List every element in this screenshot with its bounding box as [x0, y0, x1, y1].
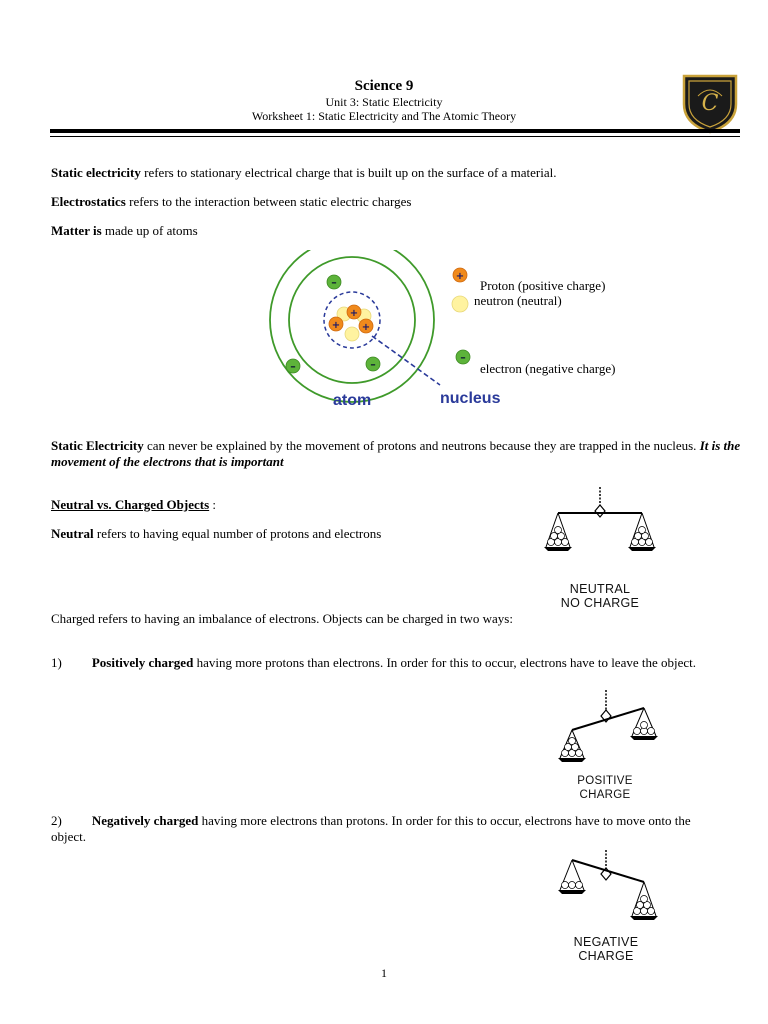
legend-neutron-label: neutron (neutral) — [474, 293, 562, 308]
definition-static-electricity: Static electricity refers to stationary electrical charge that is built up on the surface of a material. — [51, 165, 557, 180]
static-electricity-paragraph: Static Electricity can never be explained by the movement of protons and neutrons because they are trapped in the nucleus. It is the movement of the electrons that is important — [51, 438, 741, 469]
nucleus-label: nucleus — [440, 390, 501, 407]
definition-electrostatics: Electrostatics refers to the interaction between static electric charges — [51, 194, 412, 209]
svg-text:–: – — [460, 351, 466, 364]
worksheet-subtitle: Worksheet 1: Static Electricity and The Atomic Theory — [251, 109, 517, 123]
header-rule-thick — [50, 129, 740, 133]
middle-orbit — [289, 257, 415, 383]
unit-subtitle: Unit 3: Static Electricity — [325, 95, 443, 109]
school-crest-logo — [680, 70, 740, 134]
document-title: Science 9 — [354, 78, 414, 94]
positively-charged-item: 1) Positively charged having more protons than electrons. In order for this to occur, electrons have to leave the object. — [51, 655, 697, 670]
page-number: 1 — [381, 966, 387, 980]
svg-text:+: + — [331, 320, 341, 331]
svg-text:–: – — [290, 360, 296, 373]
svg-text:+: + — [361, 322, 371, 333]
atom-label: atom — [333, 392, 372, 409]
neutral-scale-caption: NEUTRAL NO CHARGE — [560, 582, 640, 610]
negative-scale-illustration — [548, 848, 666, 928]
neutral-scale-illustration — [540, 485, 660, 565]
svg-text:C: C — [701, 91, 719, 116]
section-heading: Neutral vs. Charged Objects : — [51, 497, 217, 512]
legend-electron-label: electron (negative charge) — [480, 361, 616, 376]
positive-scale-illustration — [550, 688, 665, 766]
legend-neutron-symbol — [452, 296, 468, 312]
positive-scale-caption: POSITIVE CHARGE — [577, 775, 633, 801]
header-rule-thin — [50, 136, 740, 137]
neutron-particle — [345, 327, 359, 341]
definition-neutral: Neutral refers to having equal number of protons and electrons — [51, 526, 382, 541]
atom-diagram — [260, 250, 700, 420]
legend-proton-label: Proton (positive charge) — [480, 278, 606, 293]
svg-text:+: + — [349, 308, 359, 319]
negative-scale-caption: NEGATIVE CHARGE — [573, 935, 639, 963]
negatively-charged-item: 2) Negatively charged having more electrons than protons. In order for this to occur, electrons have to move onto the object. — [51, 813, 691, 844]
outer-orbit — [270, 250, 434, 402]
svg-text:–: – — [331, 276, 337, 289]
definition-charged: Charged refers to having an imbalance of electrons. Objects can be charged in two ways: — [51, 611, 513, 626]
svg-text:+: + — [455, 271, 465, 282]
svg-text:–: – — [370, 358, 376, 371]
definition-matter: Matter is made up of atoms — [51, 223, 198, 238]
